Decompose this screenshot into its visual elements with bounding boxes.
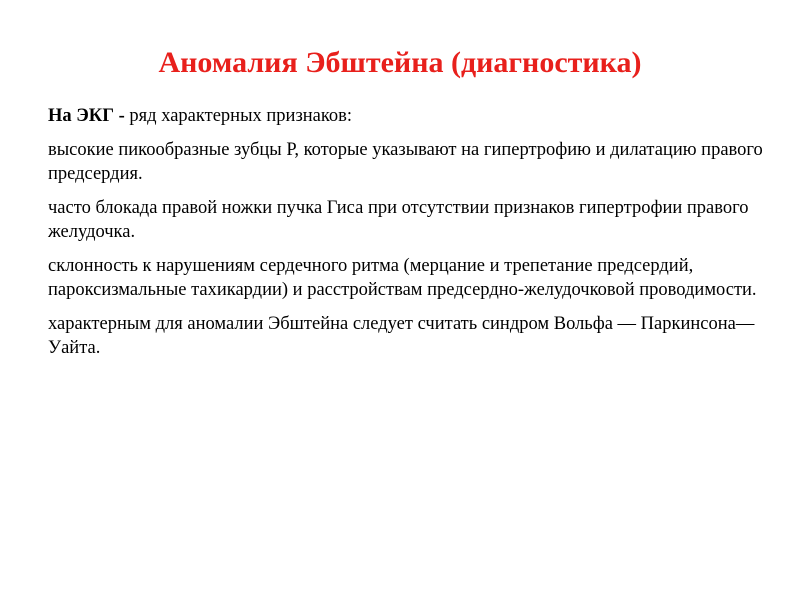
intro-bold-label: На ЭКГ -	[48, 106, 125, 126]
paragraph-bundle-branch-block: часто блокада правой ножки пучка Гиса при отсутствии признаков гипертрофии правого желудочка.	[48, 198, 749, 242]
paragraph-p-wave: высокие пикообразные зубцы Р, которые указывают на гипертрофию и дилатацию правого предсердия.	[48, 140, 763, 184]
paragraph-wpw-syndrome: характерным для аномалии Эбштейна следует считать синдром Вольфа — Паркинсона—Уайта.	[48, 314, 755, 358]
slide-body	[48, 104, 778, 370]
intro-text: ряд характерных признаков:	[124, 106, 353, 126]
slide-title: Аномалия Эбштейна (диагностика)	[158, 46, 642, 79]
paragraph-rhythm-disorders: склонность к нарушениям сердечного ритма (мерцание и трепетание предсердий, пароксизмальные тахикардии) и расстройствам предсердно-желудочковой проводимости.	[48, 256, 757, 300]
intro-paragraph	[48, 104, 778, 128]
